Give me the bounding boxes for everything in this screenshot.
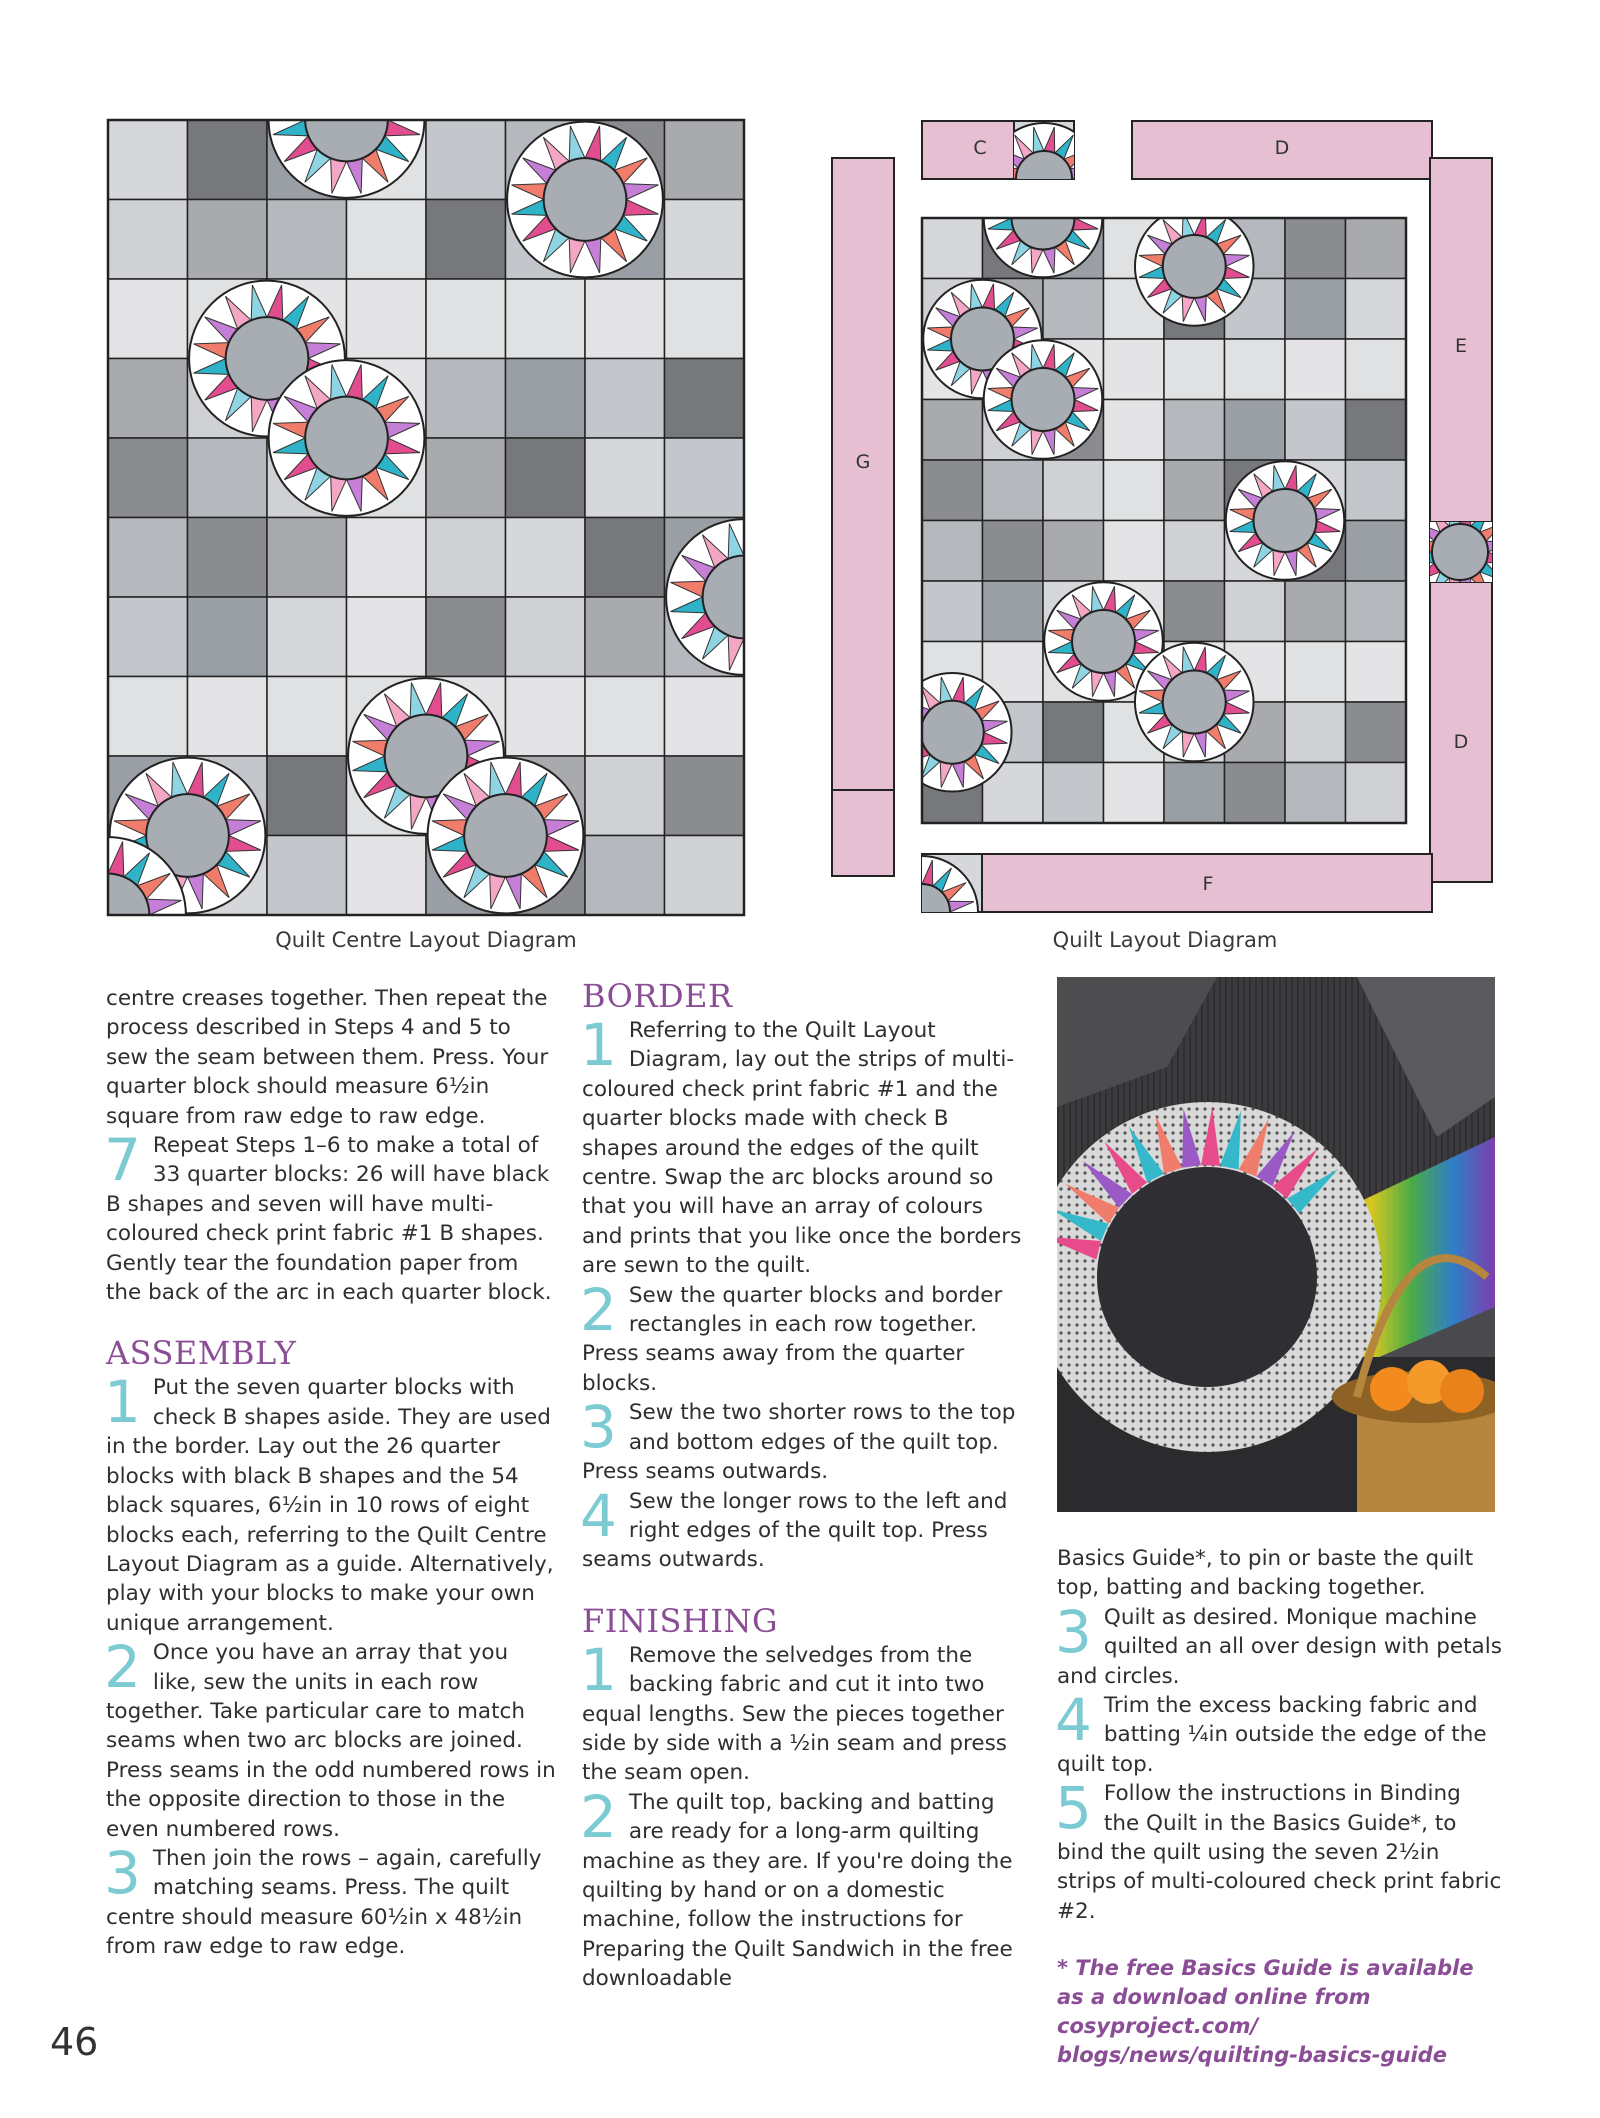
column-2 [582,978,1022,1994]
finishing-heading: FINISHING [582,1601,779,1640]
border-strip-c [922,121,1014,179]
border-label-d-right: D [1453,731,1469,753]
intro-paragraph: Basics Guide*, to pin or baste the quilt top, batting and backing together. [1057,1546,1474,1601]
step-number: 1 [580,1635,617,1704]
step-number: 5 [1055,1774,1092,1843]
layout-centre-grid [893,159,1406,823]
page-number: 46 [50,2020,99,2064]
step-7 [104,1126,556,1307]
layout-arc-1 [1135,207,1254,326]
step-text: Once you have an array that you like, sew the units in each row together. Take particular care to match seams when two arc blocks are joined. Press seams in the odd numbered rows in the opposite direction to those in the even numbered rows. [106,1640,556,1842]
finishing-step-4 [1055,1686,1502,1779]
step-text: The quilt top, backing and batting are ready for a long-arm quilting machine as they are. If you're doing the quilting by hand or on a domestic machine, follow the instructions for Preparing the Quilt Sandwich in the free downloadable [582,1789,1013,1992]
assembly-step-2 [104,1633,556,1844]
step-number: 3 [1055,1597,1092,1666]
step-number: 2 [580,1782,617,1851]
step-number: 4 [580,1481,617,1550]
column-3 [1057,1544,1502,2070]
step-text: Follow the instructions in Binding the Quilt in the Basics Guide*, to bind the quilt using the seven 2½in strips of multi-coloured check print fabric #2. [1057,1781,1502,1924]
step-text: Then join the rows – again, carefully matching seams. Press. The quilt centre should measure 60½in x 48½in from raw edge to raw edge. [106,1845,542,1960]
quilt-photo-illustration [1057,977,1495,1512]
step-text: Sew the two shorter rows to the top and bottom edges of the quilt top. Press seams outwards. [582,1400,1016,1485]
centre-grid [106,118,746,918]
layout-arc-7 [1135,643,1254,762]
border-label-f: F [1202,873,1214,895]
step-number: 1 [580,1011,617,1079]
basics-guide-footnote[interactable]: * The free Basics Guide is available as a download online from cosyproject.com/ blogs/news/quilting-basics-guide [1057,1956,1474,2068]
step-text: Trim the excess backing fabric and batting ¼in outside the edge of the quilt top. [1057,1693,1487,1777]
centre-arc-3 [269,360,425,516]
layout-arc-4 [1226,461,1345,580]
layout-diagram-caption: Quilt Layout Diagram [1052,928,1278,952]
step-text: Quilt as desired. Monique machine quilted an all over design with petals and circles. [1057,1604,1502,1689]
border-strip-g [832,158,894,876]
quilt-photo [1057,977,1495,1512]
finishing-step-2 [580,1782,1022,1994]
column-1 [106,984,556,1962]
layout-arc-6 [893,673,1012,792]
step-text: Sew the longer rows to the left and right edges of the quilt top. Press seams outwards. [582,1488,1008,1573]
border-label-g: G [855,451,871,473]
assembly-heading: ASSEMBLY [106,1334,297,1373]
step-number: 3 [580,1393,617,1462]
border-step-3 [580,1393,1022,1486]
step-text: Put the seven quarter blocks with check B shapes aside. They are used in the border. Lay out the 26 quarter blocks with black B shapes and the 54 black squares, 6½in in 10 rows of eight blocks each, referring to the Quilt Centre Layout Diagram as a guide. Alternatively, play with your blocks to make your own unique arrangement. [106,1375,554,1636]
step-text: Repeat Steps 1–6 to make a total of 33 quarter blocks: 26 will have black B shapes and seven will have multi-coloured check print fabric #1 B shapes. Gently tear the foundation paper from the back of the arc in each quarter block. [106,1133,552,1306]
border-step-4 [580,1481,1022,1575]
assembly-step-1 [104,1368,556,1638]
border-heading: BORDER [582,977,733,1015]
border-label-d-top: D [1274,137,1290,159]
assembly-step-3 [104,1838,556,1962]
layout-arc-3 [984,340,1103,459]
step-number: 3 [104,1838,141,1907]
step-number: 4 [1055,1686,1092,1755]
quilt-layout-diagram [830,118,1500,918]
step-text: Referring to the Quilt Layout Diagram, lay out the strips of multi-coloured check print fabric #1 and the quarter blocks made with check B shapes around the edges of the quilt centre. Swap the arc blocks around so that you will have an array of colours and prints that you like once the borders are sewn to the quilt. [582,1018,1022,1279]
border-step-1 [580,1011,1022,1281]
centre-arc-7 [428,758,584,914]
finishing-step-3 [1055,1597,1502,1691]
finishing-step-1 [580,1635,1022,1788]
step-number: 1 [104,1368,141,1437]
border-arc-left [830,882,919,918]
border-label-c: C [973,137,987,159]
finishing-step-5 [1055,1774,1502,1926]
step-number: 2 [580,1275,617,1344]
centre-arc-1 [507,122,663,278]
border-label-e: E [1454,335,1468,357]
step-number: 7 [104,1126,141,1195]
quilt-centre-layout-diagram [106,118,746,918]
border-step-2 [580,1275,1022,1399]
intro-paragraph: centre creases together. Then repeat the process described in Steps 4 and 5 to sew the seam between them. Press. Your quarter block should measure 6½in square from raw edge to raw edge. [106,986,549,1129]
centre-diagram-caption: Quilt Centre Layout Diagram [275,928,577,952]
step-number: 2 [104,1633,141,1702]
step-text: Remove the selvedges from the backing fabric and cut it into two equal lengths. Sew the pieces together side by side with a ½in seam and press the seam open. [582,1642,1008,1786]
step-text: Sew the quarter blocks and border rectangles in each row together. Press seams away from the quarter blocks. [582,1282,1003,1396]
